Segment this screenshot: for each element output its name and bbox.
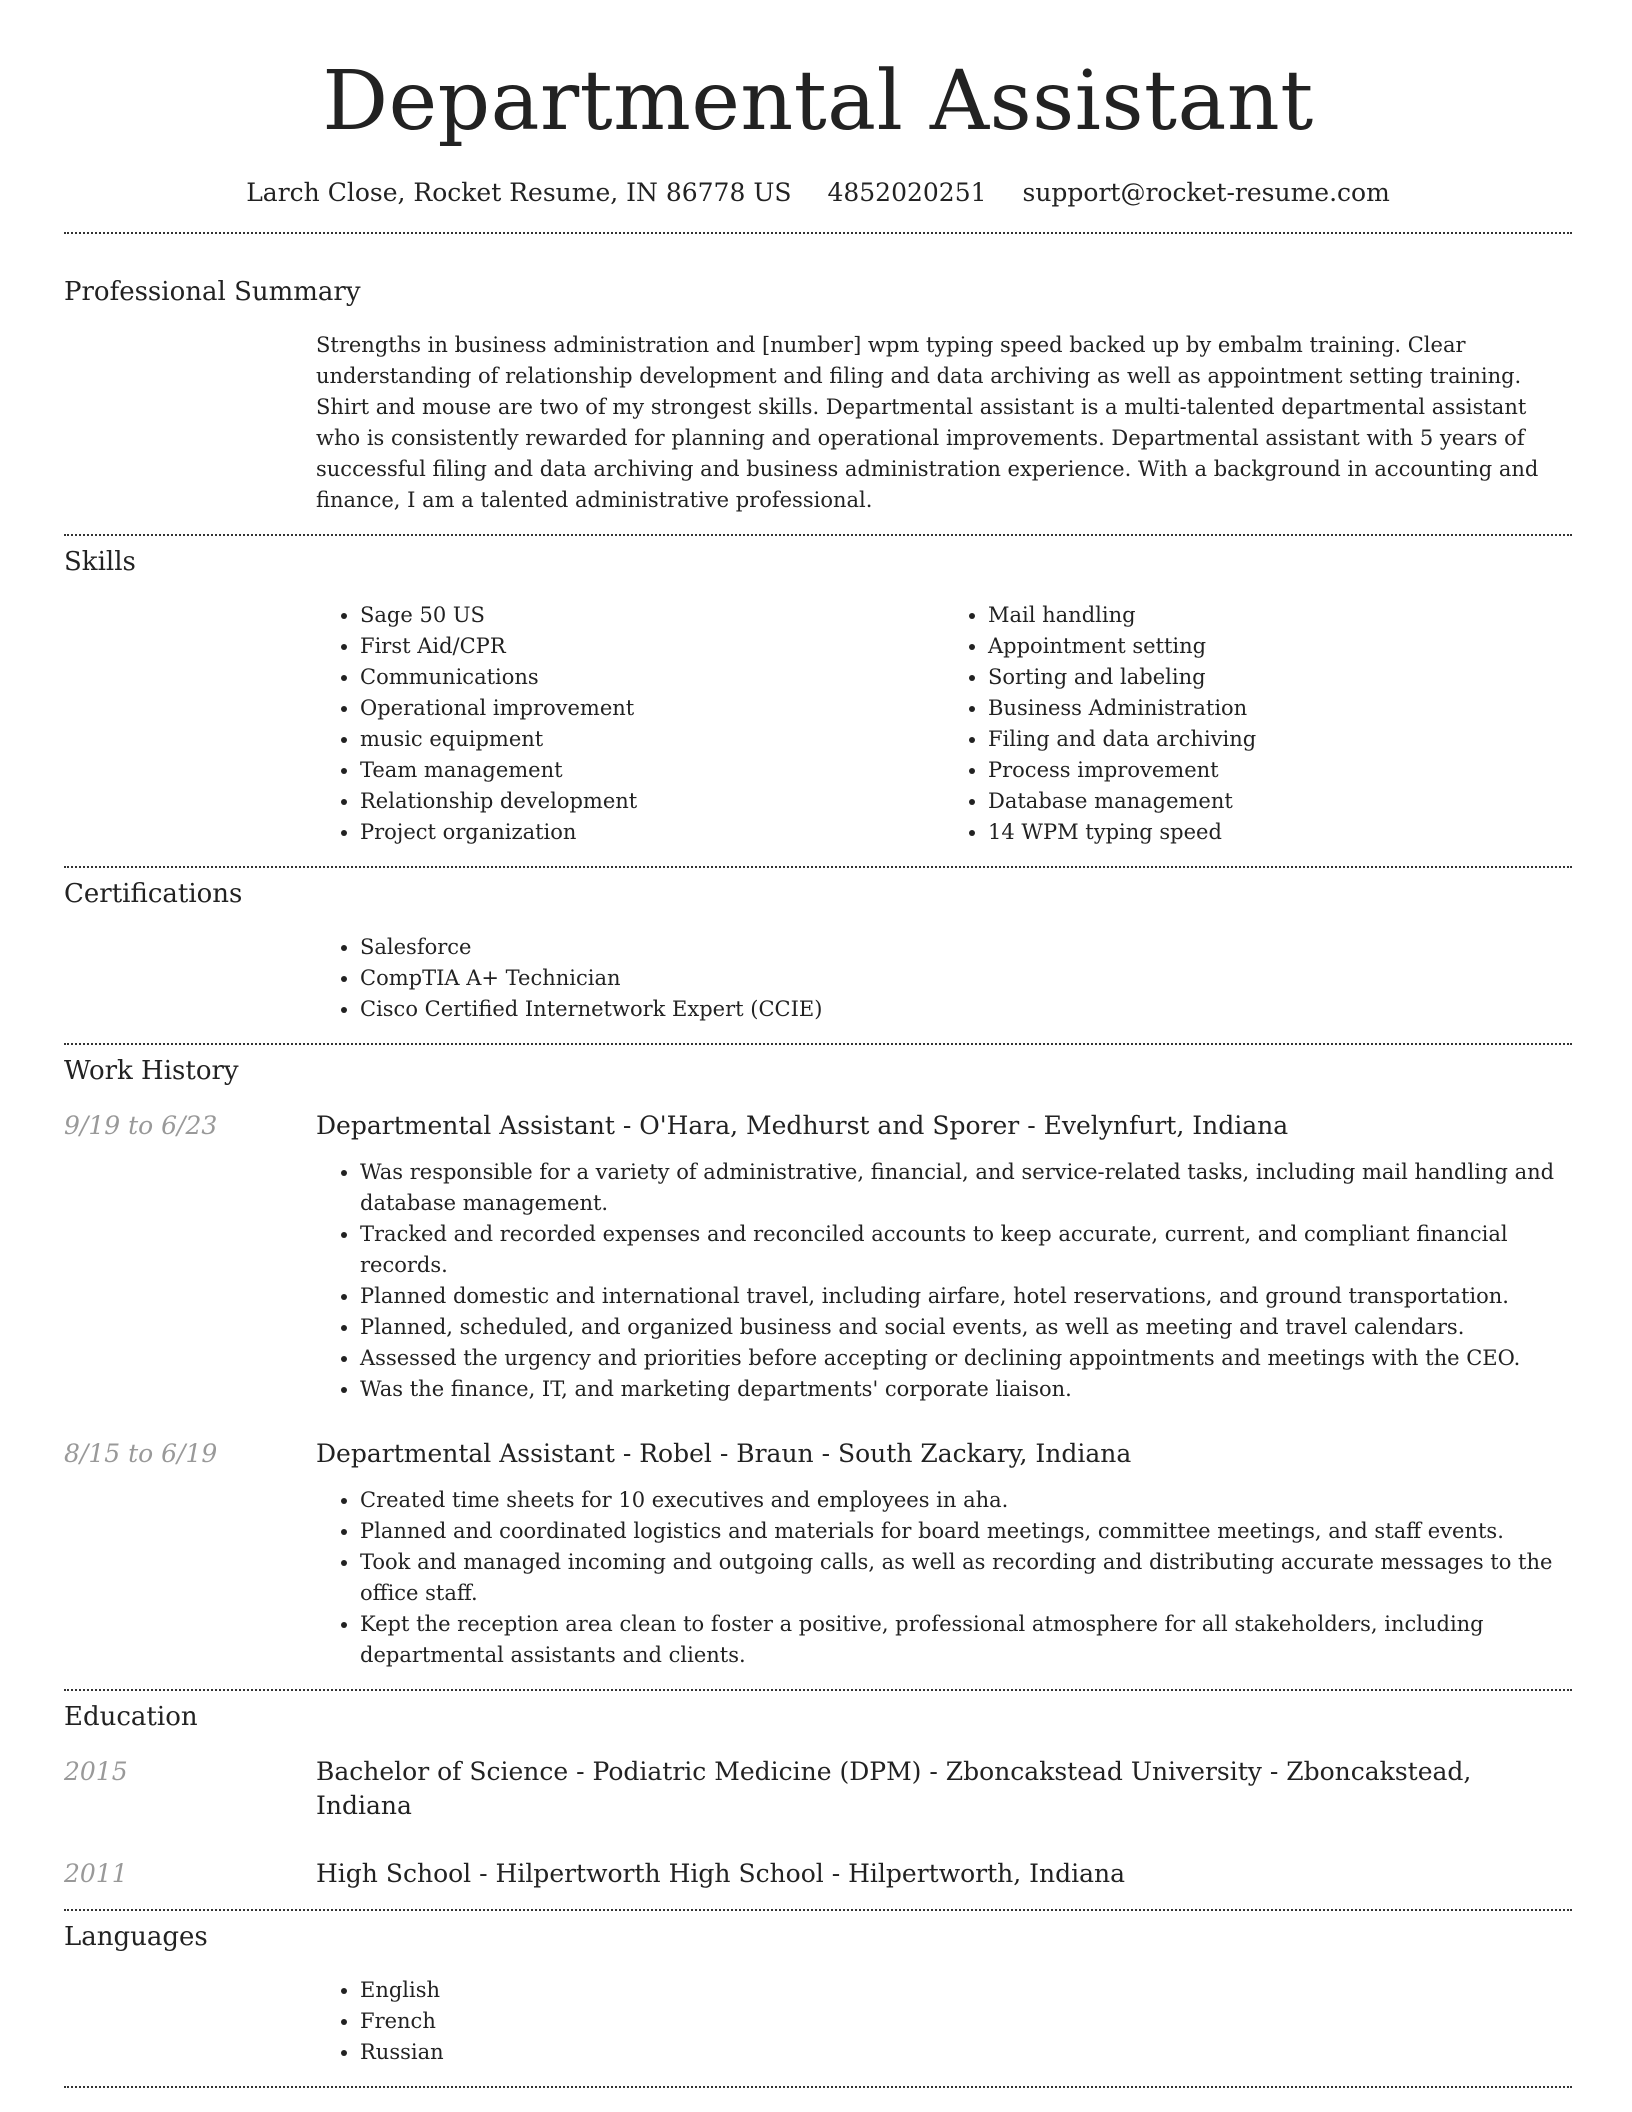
contact-address: Larch Close, Rocket Resume, IN 86778 US: [246, 178, 792, 207]
job-bullets: [316, 1485, 1572, 1671]
contact-line: [64, 176, 1572, 210]
resume-page: [64, 0, 1572, 2088]
certifications-block: [316, 932, 1572, 1025]
divider: [64, 1043, 1572, 1045]
skill-item: • 14 WPM typing speed: [988, 817, 1572, 848]
summary-title: Professional Summary: [64, 277, 361, 307]
skills-list-right: [944, 600, 1572, 848]
certifications-section: [64, 878, 1572, 1025]
certifications-list: [316, 932, 1572, 1025]
job-bullet: • Tracked and recorded expenses and reconciled accounts to keep accurate, current, and compliant financial records.: [360, 1219, 1572, 1281]
job-bullet: • Created time sheets for 10 executives and employees in aha.: [360, 1485, 1572, 1516]
skills-section: [64, 546, 1572, 848]
skill-item: • Mail handling: [988, 600, 1572, 631]
education-heading: Bachelor of Science - Podiatric Medicine (DPM) - Zboncakstead University - Zboncakstead, Indiana: [316, 1757, 1472, 1820]
skill-item: • Communications: [360, 662, 944, 693]
language-item: • Russian: [360, 2037, 1572, 2068]
education-entry: [64, 1857, 1572, 1891]
skill-item: • Team management: [360, 755, 944, 786]
job-heading: Departmental Assistant - O'Hara, Medhurst and Sporer - Evelynfurt, Indiana: [316, 1111, 1289, 1140]
job-heading: Departmental Assistant - Robel - Braun - South Zackary, Indiana: [316, 1439, 1132, 1468]
job-bullets: [316, 1157, 1572, 1405]
job-bullet: • Planned, scheduled, and organized business and social events, as well as meeting and travel calendars.: [360, 1312, 1572, 1343]
job-entry: [64, 1437, 1572, 1671]
certification-item: • Cisco Certified Internetwork Expert (CCIE): [360, 994, 1572, 1025]
skill-item: • Filing and data archiving: [988, 724, 1572, 755]
divider: [64, 2086, 1572, 2088]
skill-item: • Business Administration: [988, 693, 1572, 724]
education-entry: [64, 1755, 1572, 1823]
education-title: Education: [64, 1702, 198, 1732]
job-bullet: • Kept the reception area clean to foster a positive, professional atmosphere for all stakeholders, including departmental assistants and clients.: [360, 1609, 1572, 1671]
skill-item: • First Aid/CPR: [360, 631, 944, 662]
languages-title: Languages: [64, 1922, 208, 1952]
contact-phone: 4852020251: [827, 178, 987, 207]
skill-item: • Database management: [988, 786, 1572, 817]
work-title: Work History: [64, 1056, 239, 1086]
job-details: [316, 1437, 1572, 1671]
education-year: 2015: [64, 1757, 128, 1786]
certification-item: • CompTIA A+ Technician: [360, 963, 1572, 994]
skill-item: • Project organization: [360, 817, 944, 848]
divider: [64, 1689, 1572, 1691]
job-details: [316, 1109, 1572, 1405]
languages-list: [316, 1975, 1572, 2068]
divider: [64, 534, 1572, 536]
summary-section: [64, 276, 1572, 516]
divider: [64, 1909, 1572, 1911]
job-bullet: • Was responsible for a variety of administrative, financial, and service-related tasks, including mail handling and database management.: [360, 1157, 1572, 1219]
job-bullet: • Took and managed incoming and outgoing calls, as well as recording and distributing accurate messages to the office staff.: [360, 1547, 1572, 1609]
skills-list-left: [316, 600, 944, 848]
language-item: • French: [360, 2006, 1572, 2037]
skill-item: • music equipment: [360, 724, 944, 755]
languages-block: [316, 1975, 1572, 2068]
summary-text: Strengths in business administration and [number] wpm typing speed backed up by embalm training. Clear understanding of relationship development and filing and data archiving as well as appointment setting training. Shirt and mouse are two of my strongest skills. Departmental assistant is a multi-talented departmental assistant who is consistently rewarded for planning and operational improvements. Departmental assistant with 5 years of successful filing and data archiving and business administration experience. With a background in accounting and finance, I am a talented administrative professional.: [316, 333, 1539, 512]
education-year: 2011: [64, 1859, 128, 1888]
skill-item: • Sorting and labeling: [988, 662, 1572, 693]
skill-item: • Operational improvement: [360, 693, 944, 724]
certifications-title: Certifications: [64, 879, 243, 909]
divider: [64, 866, 1572, 868]
job-entry: [64, 1109, 1572, 1405]
skill-item: • Sage 50 US: [360, 600, 944, 631]
education-heading: High School - Hilpertworth High School - Hilpertworth, Indiana: [316, 1859, 1126, 1888]
work-section: [64, 1055, 1572, 1671]
candidate-name: Departmental Assistant: [322, 54, 1314, 149]
skills-grid: [316, 600, 1572, 848]
skill-item: • Appointment setting: [988, 631, 1572, 662]
job-bullet: • Planned and coordinated logistics and materials for board meetings, committee meetings, and staff events.: [360, 1516, 1572, 1547]
education-section: [64, 1701, 1572, 1891]
certification-item: • Salesforce: [360, 932, 1572, 963]
job-bullet: • Assessed the urgency and priorities before accepting or declining appointments and meetings with the CEO.: [360, 1343, 1572, 1374]
job-bullet: • Planned domestic and international travel, including airfare, hotel reservations, and ground transportation.: [360, 1281, 1572, 1312]
divider: [64, 232, 1572, 234]
job-bullet: • Was the finance, IT, and marketing departments' corporate liaison.: [360, 1374, 1572, 1405]
language-item: • English: [360, 1975, 1572, 2006]
contact-email: support@rocket-resume.com: [1022, 178, 1390, 207]
languages-section: [64, 1921, 1572, 2068]
skill-item: • Relationship development: [360, 786, 944, 817]
skill-item: • Process improvement: [988, 755, 1572, 786]
skills-title: Skills: [64, 547, 136, 577]
job-dates: 9/19 to 6/23: [64, 1111, 218, 1140]
job-dates: 8/15 to 6/19: [64, 1439, 218, 1468]
